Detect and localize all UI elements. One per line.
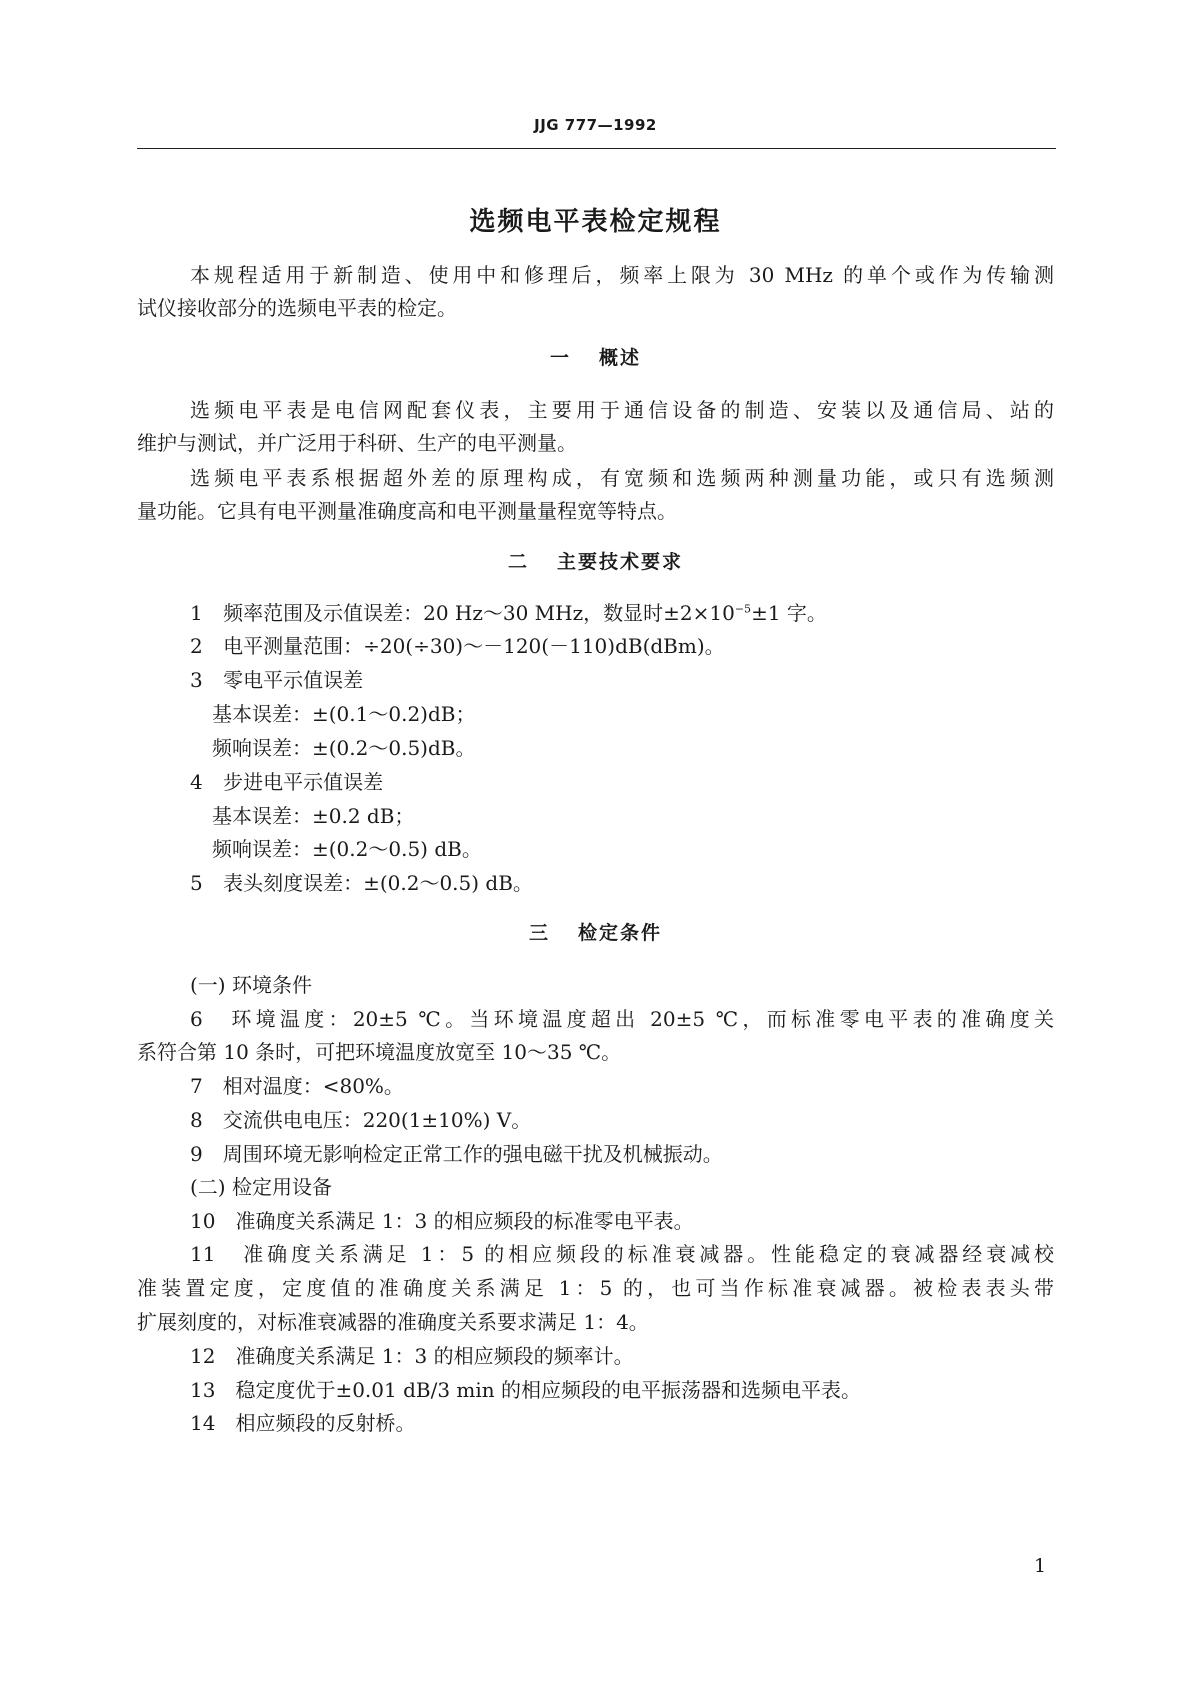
intro-line-2: 试仪接收部分的选频电平表的检定。 [137, 296, 457, 320]
intro-line-1: 本规程适用于新制造、使用中和修理后，频率上限为 30 MHz 的单个或作为传输测 [190, 263, 1054, 287]
requirement-number: 1 [190, 601, 203, 625]
condition-7: 7 相对温度：<80%。 [190, 1074, 404, 1098]
condition-11-line-2: 准装置定度，定度值的准确度关系满足 1：5 的，也可当作标准衰减器。被检表表头带 [137, 1276, 1054, 1300]
requirement-text: 步进电平示值误差 [223, 770, 384, 794]
header-divider [137, 148, 1056, 149]
condition-9: 9 周围环境无影响检定正常工作的强电磁干扰及机械振动。 [190, 1142, 723, 1166]
requirement-text: 频率范围及示值误差：20 Hz～30 MHz，数显时±2×10 [223, 601, 735, 625]
subsection-equipment: (二) 检定用设备 [190, 1175, 332, 1199]
requirement-1 [190, 600, 827, 626]
section-number: 三 [528, 922, 550, 944]
overview-p2-line-2: 量功能。它具有电平测量准确度高和电平测量量程宽等特点。 [137, 499, 677, 523]
section-number: 一 [549, 347, 571, 369]
requirement-number: 2 [190, 634, 203, 658]
requirement-5 [190, 870, 533, 896]
requirement-4-basic-error: 基本误差：±0.2 dB； [212, 804, 415, 828]
overview-p1-line-2: 维护与测试，并广泛用于科研、生产的电平测量。 [137, 431, 577, 455]
condition-11-line-3: 扩展刻度的，对标准衰减器的准确度关系要求满足 1：4。 [137, 1310, 649, 1334]
section-heading-conditions [0, 918, 1191, 945]
requirement-text-tail: ±1 字。 [751, 601, 827, 625]
condition-6-line-1: 6 环境温度：20±5 ℃。当环境温度超出 20±5 ℃，而标准零电平表的准确度关 [190, 1007, 1054, 1031]
requirement-4 [190, 769, 383, 795]
condition-12: 12 准确度关系满足 1：3 的相应频段的频率计。 [190, 1344, 634, 1368]
page-number: 1 [1034, 1555, 1047, 1577]
requirement-3-frequency-error: 频响误差：±(0.2～0.5)dB。 [212, 736, 476, 760]
requirement-3 [190, 667, 363, 693]
section-number: 二 [507, 551, 529, 573]
requirement-number: 4 [190, 770, 203, 794]
condition-11-line-1: 11 准确度关系满足 1：5 的相应频段的标准衰减器。性能稳定的衰减器经衰减校 [190, 1242, 1054, 1266]
page-title: 选频电平表检定规程 [469, 207, 722, 237]
requirement-number: 5 [190, 871, 203, 895]
requirement-text: 表头刻度误差：±(0.2～0.5) dB。 [223, 871, 533, 895]
section-heading-requirements [0, 547, 1191, 574]
condition-14: 14 相应频段的反射桥。 [190, 1411, 416, 1435]
requirement-text: 电平测量范围：÷20(÷30)～－120(－110)dB(dBm)。 [223, 634, 725, 658]
requirement-3-basic-error: 基本误差：±(0.1～0.2)dB； [212, 702, 476, 726]
overview-p2-line-1: 选频电平表系根据超外差的原理构成，有宽频和选频两种测量功能，或只有选频测 [190, 466, 1054, 490]
section-label: 主要技术要求 [557, 551, 684, 573]
section-label: 概述 [599, 347, 642, 369]
subsection-environment: (一) 环境条件 [190, 973, 312, 997]
requirement-2 [190, 633, 725, 659]
section-heading-overview [0, 343, 1191, 370]
document-code-header: JJG 777—1992 [534, 116, 657, 134]
requirement-4-frequency-error: 频响误差：±(0.2～0.5) dB。 [212, 837, 482, 861]
condition-13: 13 稳定度优于±0.01 dB/3 min 的相应频段的电平振荡器和选频电平表。 [190, 1378, 862, 1402]
overview-p1-line-1: 选频电平表是电信网配套仪表，主要用于通信设备的制造、安装以及通信局、站的 [190, 398, 1054, 422]
requirement-number: 3 [190, 668, 203, 692]
section-label: 检定条件 [578, 922, 663, 944]
condition-10: 10 准确度关系满足 1：3 的相应频段的标准零电平表。 [190, 1209, 694, 1233]
condition-6-line-2: 系符合第 10 条时，可把环境温度放宽至 10～35 ℃。 [137, 1040, 622, 1064]
requirement-text: 零电平示值误差 [223, 668, 364, 692]
exponent: −5 [734, 602, 752, 616]
condition-8: 8 交流供电电压：220(1±10%) V。 [190, 1108, 532, 1132]
